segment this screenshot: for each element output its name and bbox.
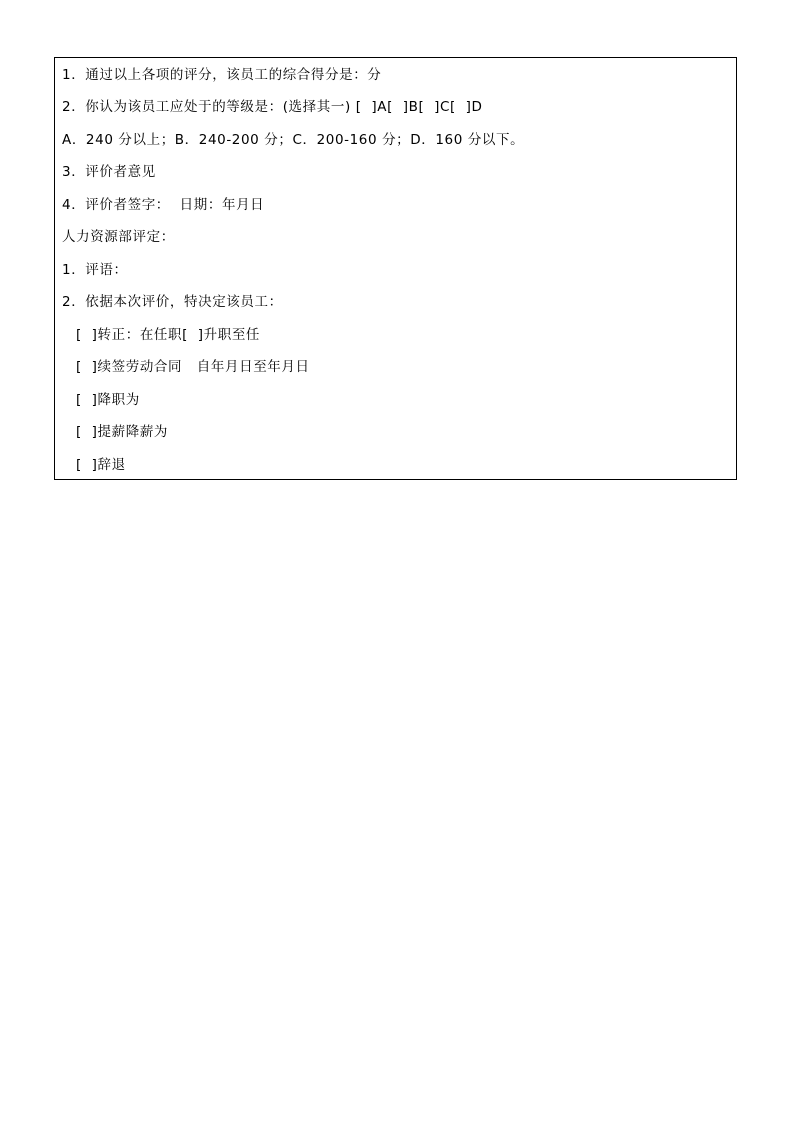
option-regularization: [ ]转正：在任职[ ]升职至任: [76, 327, 261, 343]
grade-selection-line: 2．你认为该员工应处于的等级是：(选择其一) [ ]A[ ]B[ ]C[ ]D: [62, 99, 483, 115]
hr-evaluation-heading: 人力资源部评定：: [62, 229, 175, 245]
evaluator-opinion-line: 3．评价者意见: [62, 164, 156, 180]
evaluation-form-box: [54, 57, 737, 480]
total-score-line: 1．通过以上各项的评分，该员工的综合得分是：分: [62, 67, 382, 83]
option-dismissal: [ ]辞退: [76, 457, 126, 473]
option-demotion: [ ]降职为: [76, 392, 140, 408]
evaluator-signature-line: 4．评价者签字： 日期：年月日: [62, 197, 265, 213]
option-contract-renewal: [ ]续签劳动合同 自年月日至年月日: [76, 359, 310, 375]
option-salary-adjustment: [ ]提薪降薪为: [76, 424, 169, 440]
hr-decision-line: 2．依据本次评价，特决定该员工：: [62, 294, 283, 310]
grade-criteria-line: A．240 分以上；B．240-200 分；C．200-160 分；D．160 分以下。: [62, 132, 525, 148]
hr-comment-line: 1．评语：: [62, 262, 128, 278]
